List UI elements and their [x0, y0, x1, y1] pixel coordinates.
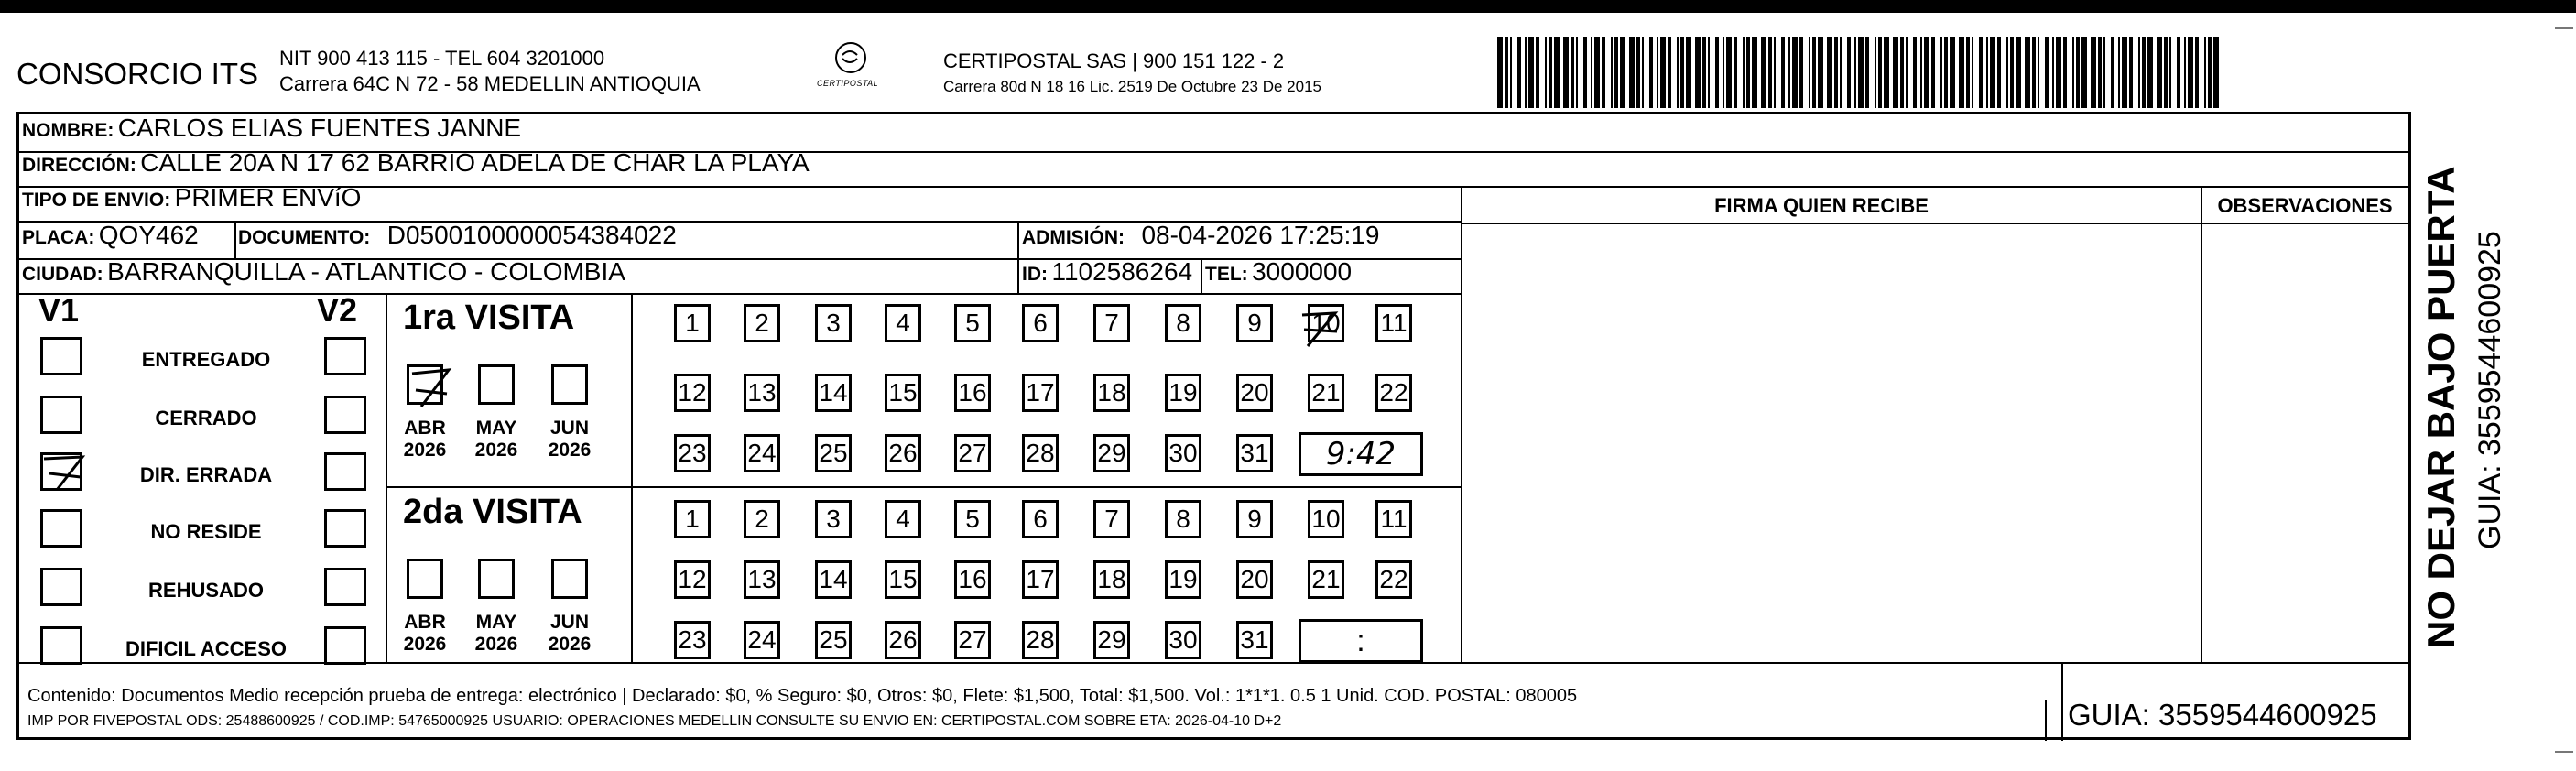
- second-visit-day-box[interactable]: 7: [1093, 500, 1130, 538]
- second-visit-day-box[interactable]: 26: [885, 621, 921, 659]
- first-visit-day-box[interactable]: 26: [885, 434, 921, 472]
- placa-label: PLACA:: [22, 227, 95, 248]
- first-visit-day-box[interactable]: 24: [744, 434, 780, 472]
- documento-field: [238, 221, 677, 250]
- placa-value: QOY462: [98, 221, 199, 249]
- second-visit-day-box[interactable]: 8: [1165, 500, 1201, 538]
- firma-header: FIRMA QUIEN RECIBE: [1714, 194, 1929, 217]
- status-label: DIR. ERRADA: [139, 463, 273, 486]
- v1-checkbox[interactable]: [40, 337, 82, 375]
- documento-value: D0500100000054384022: [386, 221, 677, 249]
- first-visit-day-box[interactable]: 25: [815, 434, 852, 472]
- first-visit-day-box[interactable]: 8: [1165, 304, 1201, 342]
- second-visit-day-box[interactable]: 9: [1236, 500, 1273, 538]
- first-visit-day-box[interactable]: 17: [1022, 374, 1059, 412]
- second-visit-day-box[interactable]: 13: [744, 560, 780, 599]
- ciudad-value: BARRANQUILLA - ATLANTICO - COLOMBIA: [107, 257, 625, 286]
- first-visit-day-box[interactable]: 10: [1308, 304, 1344, 342]
- year-label: 2026: [548, 634, 592, 655]
- second-visit-day-box[interactable]: 16: [954, 560, 991, 599]
- first-visit-day-box[interactable]: 23: [674, 434, 711, 472]
- footer-guia: GUIA: 3559544600925: [2068, 698, 2377, 732]
- second-visit-day-box[interactable]: 27: [954, 621, 991, 659]
- barcode: [1497, 37, 2223, 108]
- first-visit-day-box[interactable]: 11: [1375, 304, 1412, 342]
- side-guia: GUIA: 3559544600925: [2473, 231, 2507, 549]
- first-visit-day-box[interactable]: 30: [1165, 434, 1201, 472]
- second-visit-day-box[interactable]: 24: [744, 621, 780, 659]
- tel-value: 3000000: [1252, 257, 1353, 286]
- logo-mark-icon: [838, 46, 862, 68]
- company-name: CONSORCIO ITS: [16, 57, 259, 91]
- direccion-label: DIRECCIÓN:: [22, 155, 136, 176]
- second-visit-day-box[interactable]: 12: [674, 560, 711, 599]
- admision-value: 08-04-2026 17:25:19: [1141, 221, 1380, 249]
- admision-field: [1022, 221, 1379, 250]
- year-label: 2026: [548, 440, 592, 461]
- ciudad-label: CIUDAD:: [22, 264, 103, 285]
- status-label: CERRADO: [155, 407, 257, 429]
- month-label: MAY: [475, 418, 517, 439]
- month-checkbox[interactable]: [478, 364, 515, 405]
- second-visit-day-box[interactable]: 10: [1308, 500, 1344, 538]
- second-visit-day-box[interactable]: 2: [744, 500, 780, 538]
- certipostal-nit: CERTIPOSTAL SAS | 900 151 122 - 2: [943, 49, 1285, 72]
- v2-checkbox[interactable]: [324, 396, 366, 434]
- admision-label: ADMISIÓN:: [1022, 227, 1125, 248]
- placa-field: [22, 221, 199, 250]
- second-visit-day-box[interactable]: 23: [674, 621, 711, 659]
- first-visit-time-field[interactable]: 9:42: [1299, 432, 1423, 476]
- first-visit-day-box[interactable]: 6: [1022, 304, 1059, 342]
- v1-checkbox[interactable]: [40, 396, 82, 434]
- tipo-envio-value: PRIMER ENVíO: [174, 183, 362, 212]
- second-visit-day-box[interactable]: 17: [1022, 560, 1059, 599]
- direccion-row: [22, 148, 810, 178]
- first-visit-day-box[interactable]: 21: [1308, 374, 1344, 412]
- first-visit-day-box[interactable]: 16: [954, 374, 991, 412]
- month-checkbox[interactable]: [551, 364, 588, 405]
- v2-checkbox[interactable]: [324, 568, 366, 606]
- tipo-envio-label: TIPO DE ENVIO:: [22, 190, 171, 211]
- first-visit-day-box[interactable]: 31: [1236, 434, 1273, 472]
- direccion-value: CALLE 20A N 17 62 BARRIO ADELA DE CHAR LA PLAYA: [140, 148, 810, 177]
- first-visit-day-box[interactable]: 13: [744, 374, 780, 412]
- tel-field: [1205, 257, 1352, 287]
- id-field: [1022, 257, 1192, 287]
- abr-first-check-mark-icon: [408, 364, 456, 410]
- year-label: 2026: [474, 440, 518, 461]
- year-label: 2026: [403, 634, 447, 655]
- first-visit-day-box[interactable]: 20: [1236, 374, 1273, 412]
- second-visit-day-box[interactable]: 11: [1375, 500, 1412, 538]
- dir-errada-check-mark-icon: [40, 451, 88, 494]
- v2-checkbox[interactable]: [324, 626, 366, 665]
- top-border: [0, 0, 2576, 13]
- status-label: ENTREGADO: [141, 348, 271, 371]
- second-visit-day-box[interactable]: 4: [885, 500, 921, 538]
- v1-checkbox[interactable]: [40, 626, 82, 665]
- first-visit-day-box[interactable]: 5: [954, 304, 991, 342]
- second-visit-day-box[interactable]: 29: [1093, 621, 1130, 659]
- first-visit-day-box[interactable]: 28: [1022, 434, 1059, 472]
- status-label: DIFICIL ACCESO: [125, 637, 287, 660]
- tipo-envio-row: [22, 183, 361, 212]
- month-checkbox[interactable]: [478, 559, 515, 599]
- month-label: JUN: [549, 612, 589, 633]
- company-info: [279, 46, 701, 97]
- v1-checkbox[interactable]: [40, 568, 82, 606]
- first-visit-day-box[interactable]: 2: [744, 304, 780, 342]
- id-value: 1102586264: [1051, 257, 1193, 286]
- second-visit-day-box[interactable]: 31: [1236, 621, 1273, 659]
- id-label: ID:: [1022, 264, 1048, 285]
- status-label: NO RESIDE: [150, 520, 262, 543]
- v1-header: V1: [38, 291, 80, 329]
- side-notice: NO DEJAR BAJO PUERTA: [2419, 166, 2462, 648]
- second-visit-day-box[interactable]: 30: [1165, 621, 1201, 659]
- first-visit-title: 1ra VISITA: [403, 299, 575, 337]
- second-visit-day-box[interactable]: 5: [954, 500, 991, 538]
- first-visit-day-box[interactable]: 19: [1165, 374, 1201, 412]
- v2-checkbox[interactable]: [324, 509, 366, 548]
- status-label: REHUSADO: [148, 579, 264, 602]
- second-visit-title: 2da VISITA: [403, 493, 582, 531]
- observaciones-header: OBSERVACIONES: [2217, 194, 2393, 217]
- nombre-row: [22, 114, 521, 143]
- year-label: 2026: [474, 634, 518, 655]
- second-visit-day-box[interactable]: 14: [815, 560, 852, 599]
- month-checkbox[interactable]: [407, 559, 443, 599]
- footer-contents: Contenido: Documentos Medio recepción prueba de entrega: electrónico | Declarado: $0, % Seguro: $0, Otros: $0, Flete: $1,500, Total: $1,500. Vol.: 1*1*1. 0.5 1 Unid. COD. POSTAL: 080005: [27, 686, 1578, 706]
- first-visit-day-box[interactable]: 7: [1093, 304, 1130, 342]
- tel-label: TEL:: [1205, 264, 1248, 285]
- second-visit-day-box[interactable]: 6: [1022, 500, 1059, 538]
- year-label: 2026: [403, 440, 447, 461]
- nombre-value: CARLOS ELIAS FUENTES JANNE: [117, 114, 522, 142]
- first-visit-day-box[interactable]: 22: [1375, 374, 1412, 412]
- second-visit-day-box[interactable]: 28: [1022, 621, 1059, 659]
- first-visit-day-box[interactable]: 18: [1093, 374, 1130, 412]
- first-visit-day-box[interactable]: 4: [885, 304, 921, 342]
- first-visit-day-box[interactable]: 14: [815, 374, 852, 412]
- day-10-strike-mark-icon: [1299, 309, 1342, 350]
- certipostal-license: Carrera 80d N 18 16 Lic. 2519 De Octubre 23 De 2015: [943, 78, 1321, 95]
- certipostal-info: [943, 49, 1321, 100]
- first-visit-day-box[interactable]: 12: [674, 374, 711, 412]
- month-checkbox[interactable]: [551, 559, 588, 599]
- second-visit-day-box[interactable]: 22: [1375, 560, 1412, 599]
- second-visit-day-box[interactable]: 15: [885, 560, 921, 599]
- first-visit-day-box[interactable]: 27: [954, 434, 991, 472]
- month-label: ABR: [404, 418, 446, 439]
- first-visit-day-box[interactable]: 1: [674, 304, 711, 342]
- company-nit: NIT 900 413 115 - TEL 604 3201000: [279, 47, 605, 70]
- company-address: Carrera 64C N 72 - 58 MEDELLIN ANTIOQUIA: [279, 72, 701, 95]
- month-label: MAY: [475, 612, 517, 633]
- second-visit-day-box[interactable]: 19: [1165, 560, 1201, 599]
- second-visit-day-box[interactable]: 3: [815, 500, 852, 538]
- nombre-label: NOMBRE:: [22, 120, 114, 141]
- first-visit-day-box[interactable]: 15: [885, 374, 921, 412]
- second-visit-day-box[interactable]: 18: [1093, 560, 1130, 599]
- second-visit-day-box[interactable]: 25: [815, 621, 852, 659]
- second-visit-day-box[interactable]: 1: [674, 500, 711, 538]
- v2-header: V2: [317, 291, 358, 329]
- month-label: JUN: [549, 418, 589, 439]
- ciudad-field: [22, 257, 625, 287]
- second-visit-day-box[interactable]: 21: [1308, 560, 1344, 599]
- v2-checkbox[interactable]: [324, 337, 366, 375]
- month-label: ABR: [404, 612, 446, 633]
- first-visit-day-box[interactable]: 3: [815, 304, 852, 342]
- footer-print-info: IMP POR FIVEPOSTAL ODS: 25488600925 / COD.IMP: 54765000925 USUARIO: OPERACIONES MEDELLIN CONSULTE SU ENVIO EN: CERTIPOSTAL.COM SOBRE ETA: 2026-04-10 D+2: [27, 713, 1282, 729]
- first-visit-day-box[interactable]: 9: [1236, 304, 1273, 342]
- second-visit-day-box[interactable]: 20: [1236, 560, 1273, 599]
- second-visit-time-field[interactable]: :: [1299, 619, 1423, 663]
- first-visit-day-box[interactable]: 29: [1093, 434, 1130, 472]
- logo-text: CERTIPOSTAL: [817, 79, 879, 88]
- v1-checkbox[interactable]: [40, 509, 82, 548]
- documento-label: DOCUMENTO:: [238, 227, 371, 248]
- v2-checkbox[interactable]: [324, 452, 366, 491]
